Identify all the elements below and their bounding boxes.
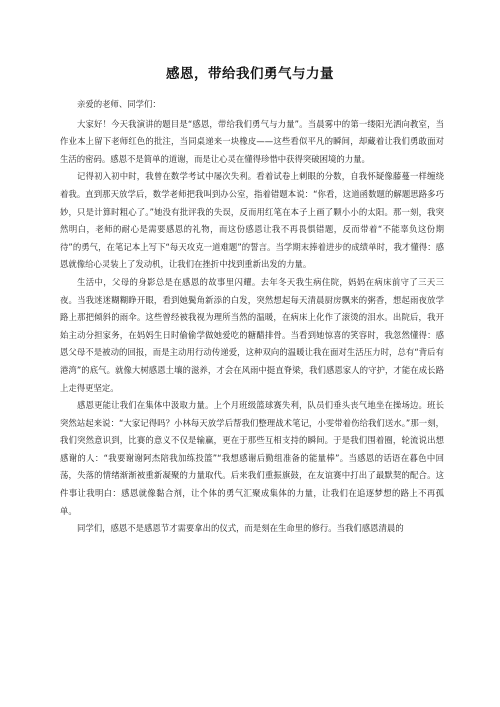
greeting: 亲爱的老师、同学们： — [77, 99, 161, 109]
paragraph: 同学们，感恩不是感恩节才需要拿出的仪式，而是刻在生命里的修行。当我们感恩清晨的 — [77, 523, 404, 534]
document-body — [60, 96, 444, 538]
page-title: 感恩，带给我们勇气与力量 — [166, 66, 334, 82]
paragraph: 感恩更能让我们在集体中汲取力量。上个月班级篮球赛失利，队员们垂头丧气地坐在操场边。班长突然站起来说：“大家记得吗？小林每天放学后帮我们整理战术笔记，小雯带着伤给我们送水。”那一刻，我们突然意识到，比赛的意义不仅是输赢，更在于那些互相支持的瞬间。于是我们围着圈，轮流说出想感谢的人：“我要谢谢阿杰陪我加练投篮”“我想感谢后勤组准备的能量棒”。当感恩的话语在暮色中回荡，失落的情绪渐渐被重新凝聚的力量取代。后来我们重振旗鼓，在友谊赛中打出了最默契的配合。这件事让我明白：感恩就像黏合剂，让个体的勇气汇聚成集体的力量，让我们在追逐梦想的路上不再孤单。 — [60, 400, 444, 516]
paragraph: 大家好！今天我演讲的题目是“感恩，带给我们勇气与力量”。当晨雾中的第一缕阳光洒向教室，当作业本上留下老师红色的批注，当同桌递来一块橡皮——这些看似平凡的瞬间，却藏着让我们勇敢面对生活的密码。感恩不是简单的道谢，而是让心灵在懂得珍惜中获得突破困境的力量。 — [60, 118, 444, 164]
paragraph: 记得初入初中时，我曾在数学考试中屡次失利。看着试卷上刺眼的分数，自我怀疑像藤蔓一样缠绕着我。直到那天放学后，数学老师把我叫到办公室，指着错题本说：“你看，这道函数题的解题思路多巧妙，只是计算时粗心了。”她没有批评我的失误，反而用红笔在本子上画了颗小小的太阳。那一刻，我突然明白，老师的耐心是需要感恩的礼物，而这份感恩让我不再畏惧错题，反而带着“不能辜负这份期待”的勇气，在笔记本上写下“每天攻克一道难题”的誓言。当学期末捧着进步的成绩单时，我才懂得：感恩就像给心灵装上了发动机，让我们在挫折中找到重新出发的力量。 — [60, 171, 444, 270]
paragraph: 生活中，父母的身影总是在感恩的故事里闪耀。去年冬天我生病住院，妈妈在病床前守了三天三夜。当我迷迷糊糊睁开眼，看到她鬓角新添的白发，突然想起每天清晨厨房飘来的粥香，想起雨夜放学路上那把倾斜的雨伞。这些曾经被我视为理所当然的温暖，在病床上化作了滚烫的泪水。出院后，我开始主动分担家务，在妈妈生日时偷偷学做她爱吃的糖醋排骨。当看到她惊喜的笑容时，我忽然懂得：感恩父母不是被动的回报，而是主动用行动传递爱，这种双向的温暖让我在面对生活压力时，总有“背后有港湾”的底气。就像大树感恩土壤的滋养，才会在风雨中挺直脊梁，我们感恩家人的守护，才能在成长路上走得更坚定。 — [60, 276, 444, 393]
